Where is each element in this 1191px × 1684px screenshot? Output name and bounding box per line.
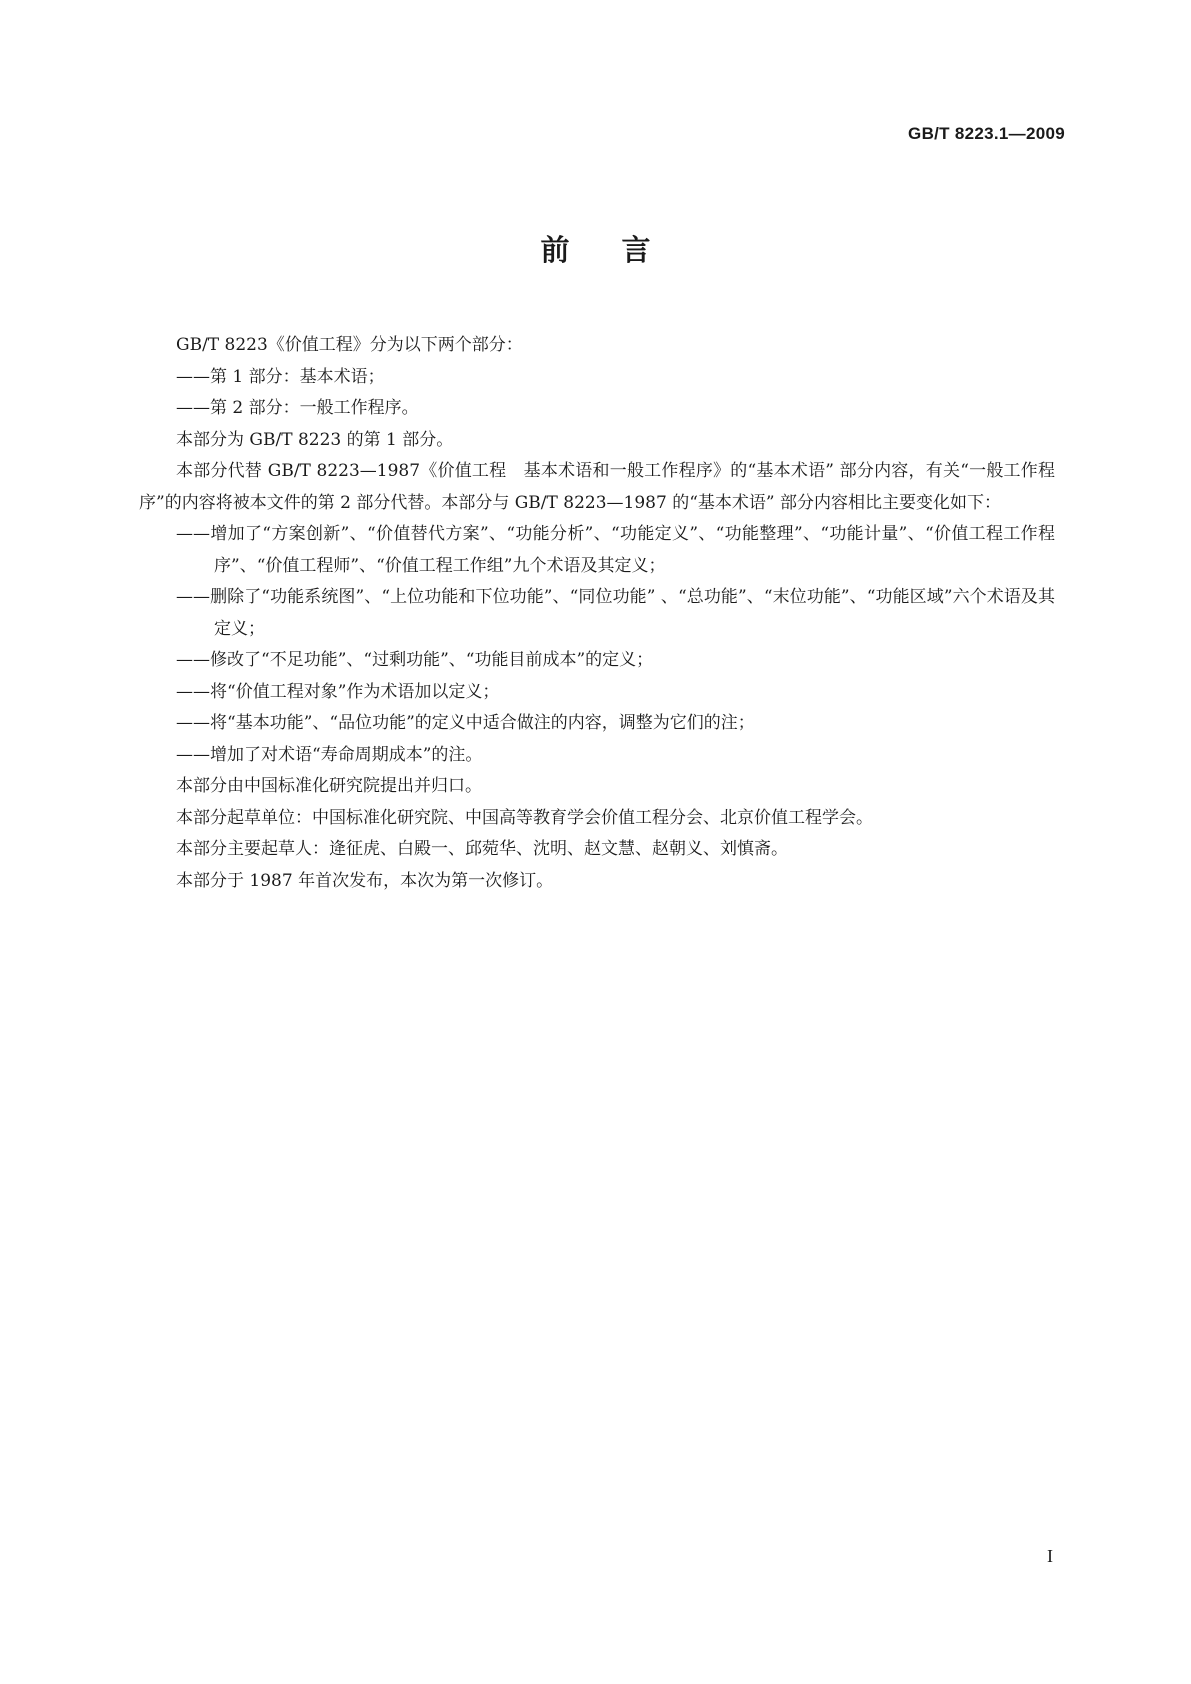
replacement-paragraph: 本部分代替 GB/T 8223—1987《价值工程 基本术语和一般工作程序》的“基本术语” 部分内容，有关“一般工作程序”的内容将被本文件的第 2 部分代替。本部分与 GB/T 8223—1987 的“基本术语” 部分内容相比主要变化如下： bbox=[139, 461, 1055, 513]
change-item: ——增加了对术语“寿命周期成本”的注。 bbox=[176, 744, 483, 765]
change-item: ——修改了“不足功能”、“过剩功能”、“功能目前成本”的定义； bbox=[176, 650, 654, 670]
change-item: ——将“价值工程对象”作为术语加以定义； bbox=[176, 681, 500, 702]
intro-paragraph: GB/T 8223《价值工程》分为以下两个部分： bbox=[176, 335, 523, 355]
drafting-units-paragraph: 本部分起草单位：中国标准化研究院、中国高等教育学会价值工程分会、北京价值工程学会。 bbox=[176, 807, 873, 828]
foreword-body bbox=[139, 330, 1055, 897]
change-item: ——删除了“功能系统图”、“上位功能和下位功能”、“同位功能” 、“总功能”、“末位功能”、“功能区域”六个术语及其定义； bbox=[176, 587, 1055, 639]
this-part-paragraph: 本部分为 GB/T 8223 的第 1 部分。 bbox=[176, 429, 454, 450]
part-item: ——第 1 部分：基本术语； bbox=[176, 366, 385, 387]
page-title: 前言 bbox=[540, 233, 703, 267]
part-item: ——第 2 部分：一般工作程序。 bbox=[176, 398, 419, 418]
proposer-paragraph: 本部分由中国标准化研究院提出并归口。 bbox=[176, 776, 482, 796]
change-item: ——增加了“方案创新”、“价值替代方案”、“功能分析”、“功能定义”、“功能整理”、“功能计量”、“价值工程工作程序”、“价值工程师”、“价值工程工作组”九个术语及其定义； bbox=[176, 524, 1055, 576]
page-number: I bbox=[1047, 1546, 1053, 1566]
standard-code: GB/T 8223.1—2009 bbox=[908, 124, 1065, 143]
change-item: ——将“基本功能”、“品位功能”的定义中适合做注的内容，调整为它们的注； bbox=[176, 713, 755, 733]
drafters-paragraph: 本部分主要起草人：逄征虎、白殿一、邱菀华、沈明、赵文慧、赵朝义、刘慎斋。 bbox=[176, 839, 788, 859]
history-paragraph: 本部分于 1987 年首次发布，本次为第一次修订。 bbox=[176, 870, 554, 891]
